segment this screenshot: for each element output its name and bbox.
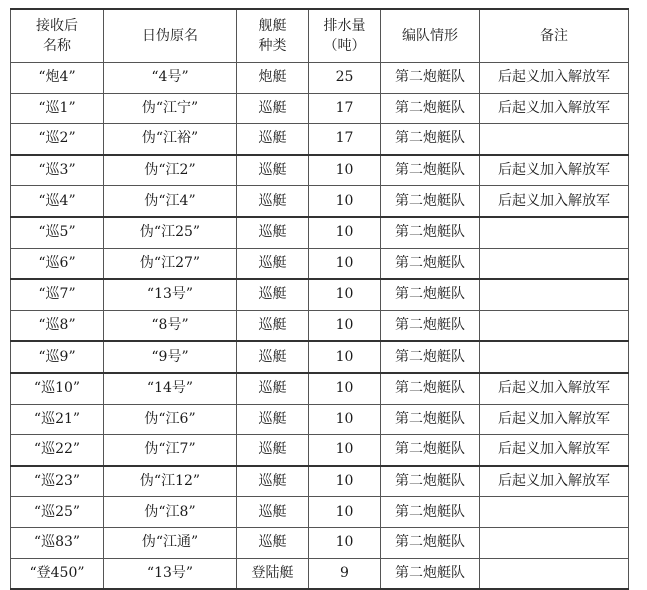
table-row: [11, 558, 629, 589]
cell-name: “巡8”: [11, 310, 104, 341]
cell-disp: 10: [309, 527, 381, 558]
table-row: [11, 497, 629, 528]
cell-note: 后起义加入解放军: [480, 373, 629, 404]
table-row: [11, 310, 629, 341]
cell-formation: 第二炮艇队: [381, 341, 480, 373]
cell-name: “巡1”: [11, 93, 104, 124]
cell-note: 后起义加入解放军: [480, 435, 629, 466]
cell-disp: 10: [309, 186, 381, 217]
table-row: [11, 124, 629, 155]
cell-type: 巡艇: [237, 435, 309, 466]
cell-type: 巡艇: [237, 124, 309, 155]
table-row: [11, 63, 629, 94]
header-formation: 编队情形: [381, 9, 480, 63]
cell-formation: 第二炮艇队: [381, 404, 480, 435]
cell-note: [480, 527, 629, 558]
table-row: [11, 186, 629, 217]
cell-disp: 10: [309, 404, 381, 435]
cell-note: 后起义加入解放军: [480, 155, 629, 186]
cell-type: 巡艇: [237, 341, 309, 373]
cell-orig: “13号”: [104, 279, 237, 310]
table-row: [11, 155, 629, 186]
cell-disp: 17: [309, 93, 381, 124]
cell-orig: 伪“江宁”: [104, 93, 237, 124]
cell-name: “巡25”: [11, 497, 104, 528]
cell-name: “巡22”: [11, 435, 104, 466]
cell-note: [480, 341, 629, 373]
header-orig-name: 日伪原名: [104, 9, 237, 63]
table-row: [11, 373, 629, 404]
header-remarks: 备注: [480, 9, 629, 63]
cell-disp: 10: [309, 310, 381, 341]
cell-formation: 第二炮艇队: [381, 558, 480, 589]
cell-note: [480, 279, 629, 310]
cell-disp: 10: [309, 373, 381, 404]
cell-note: 后起义加入解放军: [480, 186, 629, 217]
cell-note: [480, 248, 629, 279]
cell-name: “巡6”: [11, 248, 104, 279]
cell-formation: 第二炮艇队: [381, 527, 480, 558]
vessel-table: [10, 8, 629, 590]
cell-type: 巡艇: [237, 155, 309, 186]
cell-name: “巡21”: [11, 404, 104, 435]
cell-orig: 伪“江裕”: [104, 124, 237, 155]
cell-type: 登陆艇: [237, 558, 309, 589]
cell-note: 后起义加入解放军: [480, 466, 629, 497]
cell-orig: 伪“江25”: [104, 217, 237, 248]
cell-formation: 第二炮艇队: [381, 466, 480, 497]
cell-formation: 第二炮艇队: [381, 217, 480, 248]
cell-orig: “8号”: [104, 310, 237, 341]
cell-type: 巡艇: [237, 186, 309, 217]
cell-note: [480, 558, 629, 589]
cell-note: [480, 497, 629, 528]
cell-formation: 第二炮艇队: [381, 435, 480, 466]
cell-type: 巡艇: [237, 217, 309, 248]
cell-disp: 10: [309, 435, 381, 466]
cell-note: 后起义加入解放军: [480, 404, 629, 435]
cell-name: “巡9”: [11, 341, 104, 373]
cell-formation: 第二炮艇队: [381, 497, 480, 528]
cell-orig: 伪“江通”: [104, 527, 237, 558]
cell-name: “巡4”: [11, 186, 104, 217]
cell-type: 巡艇: [237, 373, 309, 404]
table-row: [11, 527, 629, 558]
cell-formation: 第二炮艇队: [381, 279, 480, 310]
cell-type: 炮艇: [237, 63, 309, 94]
cell-note: 后起义加入解放军: [480, 63, 629, 94]
cell-name: “巡10”: [11, 373, 104, 404]
table-row: [11, 93, 629, 124]
cell-formation: 第二炮艇队: [381, 373, 480, 404]
cell-orig: 伪“江6”: [104, 404, 237, 435]
cell-orig: 伪“江27”: [104, 248, 237, 279]
cell-orig: 伪“江4”: [104, 186, 237, 217]
table-row: [11, 217, 629, 248]
cell-type: 巡艇: [237, 248, 309, 279]
cell-type: 巡艇: [237, 93, 309, 124]
cell-name: “登450”: [11, 558, 104, 589]
cell-disp: 10: [309, 497, 381, 528]
table-row: [11, 466, 629, 497]
cell-name: “巡7”: [11, 279, 104, 310]
cell-formation: 第二炮艇队: [381, 124, 480, 155]
cell-formation: 第二炮艇队: [381, 186, 480, 217]
cell-orig: 伪“江8”: [104, 497, 237, 528]
cell-formation: 第二炮艇队: [381, 93, 480, 124]
cell-name: “巡2”: [11, 124, 104, 155]
cell-disp: 9: [309, 558, 381, 589]
cell-name: “巡5”: [11, 217, 104, 248]
cell-note: [480, 124, 629, 155]
cell-orig: “9号”: [104, 341, 237, 373]
cell-disp: 25: [309, 63, 381, 94]
table-row: [11, 404, 629, 435]
cell-formation: 第二炮艇队: [381, 310, 480, 341]
cell-name: “巡23”: [11, 466, 104, 497]
cell-name: “巡83”: [11, 527, 104, 558]
header-name-after: 接收后名称: [11, 9, 104, 63]
header-displacement: 排水量（吨）: [309, 9, 381, 63]
cell-note: 后起义加入解放军: [480, 93, 629, 124]
cell-note: [480, 310, 629, 341]
table-row: [11, 341, 629, 373]
cell-name: “巡3”: [11, 155, 104, 186]
cell-disp: 10: [309, 341, 381, 373]
cell-orig: 伪“江2”: [104, 155, 237, 186]
cell-disp: 10: [309, 248, 381, 279]
cell-type: 巡艇: [237, 404, 309, 435]
cell-disp: 10: [309, 155, 381, 186]
cell-orig: “14号”: [104, 373, 237, 404]
table-row: [11, 248, 629, 279]
cell-orig: 伪“江12”: [104, 466, 237, 497]
cell-orig: 伪“江7”: [104, 435, 237, 466]
cell-disp: 17: [309, 124, 381, 155]
cell-type: 巡艇: [237, 466, 309, 497]
cell-type: 巡艇: [237, 310, 309, 341]
cell-formation: 第二炮艇队: [381, 248, 480, 279]
cell-formation: 第二炮艇队: [381, 155, 480, 186]
cell-disp: 10: [309, 279, 381, 310]
cell-orig: “13号”: [104, 558, 237, 589]
cell-disp: 10: [309, 217, 381, 248]
cell-name: “炮4”: [11, 63, 104, 94]
cell-disp: 10: [309, 466, 381, 497]
cell-note: [480, 217, 629, 248]
cell-type: 巡艇: [237, 497, 309, 528]
header-row: [11, 9, 629, 63]
cell-orig: “4号”: [104, 63, 237, 94]
cell-formation: 第二炮艇队: [381, 63, 480, 94]
table-row: [11, 279, 629, 310]
table-row: [11, 435, 629, 466]
table-container: [10, 8, 629, 590]
cell-type: 巡艇: [237, 527, 309, 558]
header-type: 舰艇种类: [237, 9, 309, 63]
cell-type: 巡艇: [237, 279, 309, 310]
